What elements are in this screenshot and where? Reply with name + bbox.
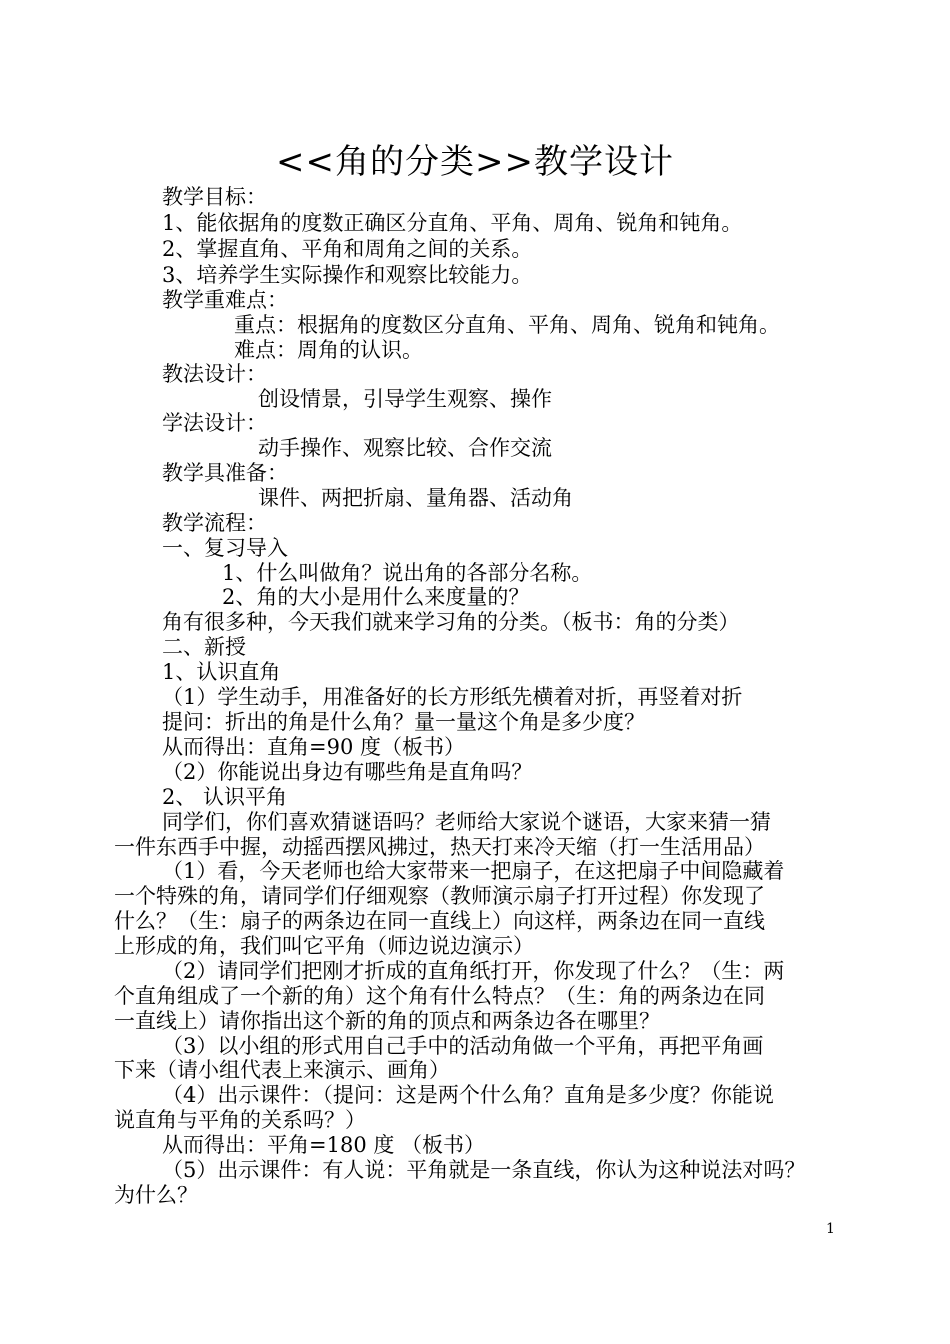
text-line: 从而得出：直角=90 度（板书） [162,735,465,759]
text-line: 2、掌握直角、平角和周角之间的关系。 [162,237,533,261]
text-line: 个直角组成了一个新的角）这个角有什么特点？（生：角的两条边在同 [114,984,765,1008]
text-line: 上形成的角，我们叫它平角（师边说边演示） [114,934,534,958]
text-line: 一直线上）请你指出这个新的角的顶点和两条边各在哪里？ [114,1009,660,1033]
text-line: 教学具准备： [162,461,288,485]
text-line: 为什么？ [114,1183,198,1207]
text-line: 一个特殊的角，请同学们仔细观察（教师演示扇子打开过程）你发现了 [114,884,765,908]
text-line: 2、 认识平角 [162,785,288,809]
text-line: 下来（请小组代表上来演示、画角） [114,1058,450,1082]
text-line: 学法设计： [162,411,267,435]
text-line: （2）请同学们把刚才折成的直角纸打开，你发现了什么？（生：两 [162,959,785,983]
text-line: 角有很多种，今天我们就来学习角的分类。（板书：角的分类） [162,610,740,634]
text-line: 教法设计： [162,362,267,386]
text-line: 难点：周角的认识。 [234,338,423,362]
document-title: <<角的分类>>教学设计 [276,142,674,182]
text-line: 什么？（生：扇子的两条边在同一直线上）向这样，两条边在同一直线 [114,909,765,933]
text-line: 重点：根据角的度数区分直角、平角、周角、锐角和钝角。 [234,313,780,337]
text-line: 教学流程： [162,511,267,535]
text-line: （1）学生动手，用准备好的长方形纸先横着对折，再竖着对折 [162,685,743,709]
text-line: 2、角的大小是用什么来度量的？ [222,585,530,609]
text-line: 从而得出：平角=180 度 （板书） [162,1133,486,1157]
text-line: 一件东西手中握，动摇西摆风拂过，热天打来冷天缩（打一生活用品） [114,835,765,859]
text-line: 教学目标： [162,185,267,209]
text-line: 教学重难点： [162,288,288,312]
text-line: 说直角与平角的关系吗？） [114,1108,366,1132]
text-line: 1、什么叫做角？说出角的各部分名称。 [222,561,593,585]
text-line: 1、能依据角的度数正确区分直角、平角、周角、锐角和钝角。 [162,211,743,235]
text-line: 一、复习导入 [162,536,288,560]
text-line: （2）你能说出身边有哪些角是直角吗？ [162,760,533,784]
text-line: 1、认识直角 [162,660,281,684]
text-line: 课件、两把折扇、量角器、活动角 [258,486,573,510]
text-line: （5）出示课件：有人说：平角就是一条直线，你认为这种说法对吗？ [162,1158,806,1182]
text-line: 同学们，你们喜欢猜谜语吗？老师给大家说个谜语，大家来猜一猜 [162,810,771,834]
text-line: 动手操作、观察比较、合作交流 [258,436,552,460]
page-number: 1 [826,1221,835,1237]
text-line: 二、新授 [162,635,246,659]
text-line: 提问：折出的角是什么角？量一量这个角是多少度？ [162,710,645,734]
text-line: 创设情景，引导学生观察、操作 [258,387,552,411]
text-line: （3）以小组的形式用自己手中的活动角做一个平角，再把平角画 [162,1034,764,1058]
text-line: （4）出示课件：（提问：这是两个什么角？直角是多少度？你能说 [162,1083,774,1107]
text-line: （1）看，今天老师也给大家带来一把扇子，在这把扇子中间隐藏着 [162,859,785,883]
text-line: 3、培养学生实际操作和观察比较能力。 [162,263,533,287]
